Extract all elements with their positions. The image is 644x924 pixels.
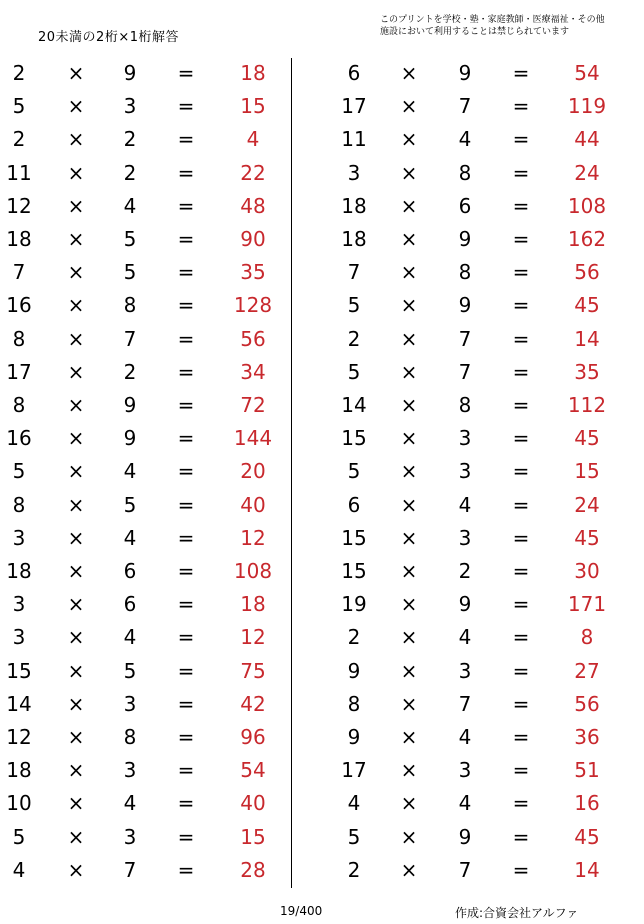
- equals-sign: =: [512, 459, 530, 484]
- times-sign: ×: [67, 791, 85, 816]
- times-sign: ×: [67, 658, 85, 683]
- times-sign: ×: [67, 393, 85, 417]
- multiplicand: 8: [347, 691, 361, 716]
- equals-sign: =: [512, 260, 530, 285]
- multiplicand: 16: [6, 426, 32, 451]
- equals-sign: =: [512, 824, 530, 849]
- multiplier: 8: [458, 160, 472, 185]
- multiplicand: 5: [347, 293, 361, 318]
- multiplicand: 14: [6, 691, 32, 716]
- times-sign: ×: [67, 160, 85, 185]
- multiplicand: 10: [6, 791, 32, 816]
- answer: 90: [240, 227, 266, 251]
- multiplier: 3: [458, 426, 472, 451]
- multiplicand: 3: [347, 160, 361, 185]
- multiplier: 3: [458, 758, 472, 783]
- times-sign: ×: [67, 559, 85, 583]
- equals-sign: =: [512, 658, 530, 683]
- answer: 108: [567, 193, 607, 218]
- answer: 12: [240, 625, 266, 650]
- multiplicand: 18: [6, 559, 32, 583]
- multiplier: 9: [458, 227, 472, 251]
- answer: 44: [574, 127, 600, 152]
- multiplicand: 15: [341, 559, 367, 583]
- equals-sign: =: [512, 857, 530, 882]
- multiplier: 9: [458, 61, 472, 85]
- times-sign: ×: [400, 227, 418, 251]
- times-sign: ×: [67, 725, 85, 749]
- multiplicand: 2: [12, 61, 26, 85]
- equals-sign: =: [177, 725, 195, 749]
- multiplier: 3: [123, 758, 137, 783]
- times-sign: ×: [67, 691, 85, 716]
- equals-sign: =: [177, 326, 195, 351]
- multiplicand: 6: [347, 492, 361, 517]
- times-sign: ×: [67, 94, 85, 119]
- multiplicand: 5: [347, 459, 361, 484]
- multiplicand: 5: [12, 824, 26, 849]
- page-number: 19/400: [280, 904, 323, 918]
- equals-sign: =: [512, 293, 530, 318]
- times-sign: ×: [400, 426, 418, 451]
- multiplier: 5: [123, 658, 137, 683]
- times-sign: ×: [400, 625, 418, 650]
- equals-sign: =: [512, 691, 530, 716]
- answer: 56: [574, 691, 600, 716]
- multiplier: 7: [123, 326, 137, 351]
- equals-sign: =: [177, 193, 195, 218]
- multiplier: 3: [123, 824, 137, 849]
- multiplicand: 17: [6, 359, 32, 384]
- answer: 45: [574, 824, 600, 849]
- page-title: 20未満の2桁×1桁解答: [38, 30, 179, 45]
- equals-sign: =: [512, 492, 530, 517]
- equals-sign: =: [177, 758, 195, 783]
- equals-sign: =: [177, 61, 195, 85]
- multiplier: 9: [458, 293, 472, 318]
- equals-sign: =: [512, 160, 530, 185]
- times-sign: ×: [67, 492, 85, 517]
- multiplicand: 18: [6, 227, 32, 251]
- times-sign: ×: [400, 758, 418, 783]
- multiplicand: 7: [12, 260, 26, 285]
- times-sign: ×: [67, 459, 85, 484]
- answer: 119: [567, 94, 607, 119]
- answer: 96: [240, 725, 266, 749]
- multiplier: 3: [123, 691, 137, 716]
- times-sign: ×: [67, 227, 85, 251]
- answer: 45: [574, 426, 600, 451]
- answer: 30: [574, 559, 600, 583]
- equals-sign: =: [512, 227, 530, 251]
- times-sign: ×: [400, 127, 418, 152]
- times-sign: ×: [400, 260, 418, 285]
- multiplicand: 18: [341, 227, 367, 251]
- multiplier: 4: [458, 625, 472, 650]
- multiplier: 6: [458, 193, 472, 218]
- multiplier: 2: [123, 359, 137, 384]
- times-sign: ×: [400, 691, 418, 716]
- multiplicand: 2: [347, 857, 361, 882]
- times-sign: ×: [67, 625, 85, 650]
- multiplicand: 2: [347, 625, 361, 650]
- equals-sign: =: [177, 857, 195, 882]
- answer: 144: [233, 426, 273, 451]
- multiplicand: 17: [341, 758, 367, 783]
- answer: 24: [574, 160, 600, 185]
- answer: 56: [574, 260, 600, 285]
- answer: 75: [240, 658, 266, 683]
- times-sign: ×: [67, 426, 85, 451]
- multiplicand: 2: [347, 326, 361, 351]
- multiplier: 7: [458, 857, 472, 882]
- times-sign: ×: [400, 193, 418, 218]
- equals-sign: =: [177, 227, 195, 251]
- usage-notice-line-1: このプリントを学校・塾・家庭教師・医療福祉・その他: [380, 15, 605, 25]
- multiplicand: 9: [347, 658, 361, 683]
- answer: 171: [567, 592, 607, 617]
- multiplier: 4: [123, 193, 137, 218]
- answer: 34: [240, 359, 266, 384]
- multiplicand: 18: [6, 758, 32, 783]
- answer: 15: [574, 459, 600, 484]
- times-sign: ×: [400, 393, 418, 417]
- multiplicand: 15: [6, 658, 32, 683]
- answer: 54: [574, 61, 600, 85]
- equals-sign: =: [177, 359, 195, 384]
- multiplier: 7: [458, 94, 472, 119]
- multiplicand: 6: [347, 61, 361, 85]
- equals-sign: =: [177, 426, 195, 451]
- times-sign: ×: [67, 61, 85, 85]
- answer: 4: [246, 127, 260, 152]
- multiplicand: 12: [6, 193, 32, 218]
- answer: 14: [574, 857, 600, 882]
- multiplier: 6: [123, 592, 137, 617]
- multiplicand: 5: [347, 359, 361, 384]
- multiplier: 4: [458, 791, 472, 816]
- multiplicand: 15: [341, 426, 367, 451]
- multiplier: 2: [123, 160, 137, 185]
- answer: 15: [240, 94, 266, 119]
- equals-sign: =: [512, 426, 530, 451]
- answer: 35: [240, 260, 266, 285]
- equals-sign: =: [512, 791, 530, 816]
- times-sign: ×: [67, 326, 85, 351]
- answer: 45: [574, 525, 600, 550]
- multiplier: 9: [458, 592, 472, 617]
- answer: 24: [574, 492, 600, 517]
- times-sign: ×: [400, 359, 418, 384]
- multiplier: 4: [458, 127, 472, 152]
- answer: 56: [240, 326, 266, 351]
- multiplier: 9: [123, 426, 137, 451]
- multiplicand: 3: [12, 625, 26, 650]
- multiplier: 7: [458, 326, 472, 351]
- times-sign: ×: [400, 824, 418, 849]
- times-sign: ×: [400, 492, 418, 517]
- multiplicand: 8: [12, 393, 26, 417]
- multiplicand: 4: [347, 791, 361, 816]
- multiplicand: 5: [347, 824, 361, 849]
- equals-sign: =: [177, 592, 195, 617]
- multiplier: 8: [123, 725, 137, 749]
- answer: 108: [233, 559, 273, 583]
- multiplicand: 7: [347, 260, 361, 285]
- multiplier: 6: [123, 559, 137, 583]
- author-credit: 作成:合資会社アルファ: [455, 906, 579, 920]
- multiplier: 9: [458, 824, 472, 849]
- answer: 51: [574, 758, 600, 783]
- multiplicand: 5: [12, 459, 26, 484]
- usage-notice-line-2: 施設において利用することは禁じられています: [380, 27, 570, 37]
- answer: 16: [574, 791, 600, 816]
- multiplier: 5: [123, 260, 137, 285]
- equals-sign: =: [177, 658, 195, 683]
- answer: 14: [574, 326, 600, 351]
- multiplier: 2: [123, 127, 137, 152]
- equals-sign: =: [177, 525, 195, 550]
- equals-sign: =: [512, 625, 530, 650]
- times-sign: ×: [67, 293, 85, 318]
- multiplier: 4: [458, 492, 472, 517]
- times-sign: ×: [67, 592, 85, 617]
- answer: 48: [240, 193, 266, 218]
- answer: 162: [567, 227, 607, 251]
- multiplier: 5: [123, 492, 137, 517]
- multiplier: 4: [123, 625, 137, 650]
- times-sign: ×: [400, 459, 418, 484]
- equals-sign: =: [177, 625, 195, 650]
- multiplier: 8: [458, 393, 472, 417]
- times-sign: ×: [400, 592, 418, 617]
- answer: 35: [574, 359, 600, 384]
- equals-sign: =: [177, 459, 195, 484]
- times-sign: ×: [67, 127, 85, 152]
- multiplicand: 19: [341, 592, 367, 617]
- multiplier: 9: [123, 393, 137, 417]
- equals-sign: =: [177, 127, 195, 152]
- equals-sign: =: [512, 592, 530, 617]
- answer: 20: [240, 459, 266, 484]
- multiplicand: 15: [341, 525, 367, 550]
- answer: 54: [240, 758, 266, 783]
- answer: 40: [240, 791, 266, 816]
- multiplier: 3: [458, 658, 472, 683]
- answer: 45: [574, 293, 600, 318]
- times-sign: ×: [400, 658, 418, 683]
- times-sign: ×: [400, 94, 418, 119]
- times-sign: ×: [67, 525, 85, 550]
- multiplicand: 5: [12, 94, 26, 119]
- times-sign: ×: [400, 725, 418, 749]
- equals-sign: =: [512, 127, 530, 152]
- multiplicand: 9: [347, 725, 361, 749]
- answer: 72: [240, 393, 266, 417]
- multiplier: 3: [458, 525, 472, 550]
- multiplicand: 3: [12, 592, 26, 617]
- multiplier: 2: [458, 559, 472, 583]
- answer: 8: [580, 625, 594, 650]
- equals-sign: =: [177, 691, 195, 716]
- answer: 27: [574, 658, 600, 683]
- equals-sign: =: [177, 160, 195, 185]
- multiplicand: 8: [12, 326, 26, 351]
- multiplier: 8: [123, 293, 137, 318]
- multiplicand: 18: [341, 193, 367, 218]
- answer: 22: [240, 160, 266, 185]
- times-sign: ×: [67, 193, 85, 218]
- times-sign: ×: [400, 61, 418, 85]
- multiplicand: 12: [6, 725, 32, 749]
- equals-sign: =: [512, 758, 530, 783]
- answer: 42: [240, 691, 266, 716]
- times-sign: ×: [67, 857, 85, 882]
- equals-sign: =: [512, 525, 530, 550]
- times-sign: ×: [400, 293, 418, 318]
- multiplicand: 16: [6, 293, 32, 318]
- multiplier: 9: [123, 61, 137, 85]
- equals-sign: =: [177, 791, 195, 816]
- multiplicand: 4: [12, 857, 26, 882]
- answer: 12: [240, 525, 266, 550]
- equals-sign: =: [177, 559, 195, 583]
- times-sign: ×: [67, 359, 85, 384]
- equals-sign: =: [177, 94, 195, 119]
- times-sign: ×: [67, 758, 85, 783]
- answer: 128: [233, 293, 273, 318]
- multiplicand: 2: [12, 127, 26, 152]
- equals-sign: =: [512, 326, 530, 351]
- multiplier: 4: [123, 791, 137, 816]
- equals-sign: =: [512, 193, 530, 218]
- multiplier: 7: [123, 857, 137, 882]
- multiplicand: 3: [12, 525, 26, 550]
- multiplicand: 11: [341, 127, 367, 152]
- answer: 40: [240, 492, 266, 517]
- multiplier: 4: [123, 525, 137, 550]
- multiplier: 4: [123, 459, 137, 484]
- equals-sign: =: [512, 559, 530, 583]
- multiplicand: 17: [341, 94, 367, 119]
- multiplicand: 8: [12, 492, 26, 517]
- equals-sign: =: [177, 293, 195, 318]
- times-sign: ×: [400, 857, 418, 882]
- multiplier: 3: [458, 459, 472, 484]
- equals-sign: =: [512, 61, 530, 85]
- equals-sign: =: [512, 359, 530, 384]
- multiplier: 7: [458, 691, 472, 716]
- times-sign: ×: [400, 791, 418, 816]
- answer: 15: [240, 824, 266, 849]
- times-sign: ×: [400, 326, 418, 351]
- times-sign: ×: [400, 559, 418, 583]
- multiplier: 5: [123, 227, 137, 251]
- multiplier: 4: [458, 725, 472, 749]
- times-sign: ×: [67, 260, 85, 285]
- multiplier: 8: [458, 260, 472, 285]
- equals-sign: =: [177, 260, 195, 285]
- answer: 18: [240, 592, 266, 617]
- answer: 112: [567, 393, 607, 417]
- multiplicand: 11: [6, 160, 32, 185]
- equals-sign: =: [177, 393, 195, 417]
- equals-sign: =: [177, 492, 195, 517]
- multiplier: 7: [458, 359, 472, 384]
- answer: 18: [240, 61, 266, 85]
- equals-sign: =: [512, 725, 530, 749]
- times-sign: ×: [67, 824, 85, 849]
- answer: 28: [240, 857, 266, 882]
- equals-sign: =: [512, 393, 530, 417]
- multiplicand: 14: [341, 393, 367, 417]
- answer: 36: [574, 725, 600, 749]
- times-sign: ×: [400, 160, 418, 185]
- equals-sign: =: [512, 94, 530, 119]
- multiplier: 3: [123, 94, 137, 119]
- equals-sign: =: [177, 824, 195, 849]
- times-sign: ×: [400, 525, 418, 550]
